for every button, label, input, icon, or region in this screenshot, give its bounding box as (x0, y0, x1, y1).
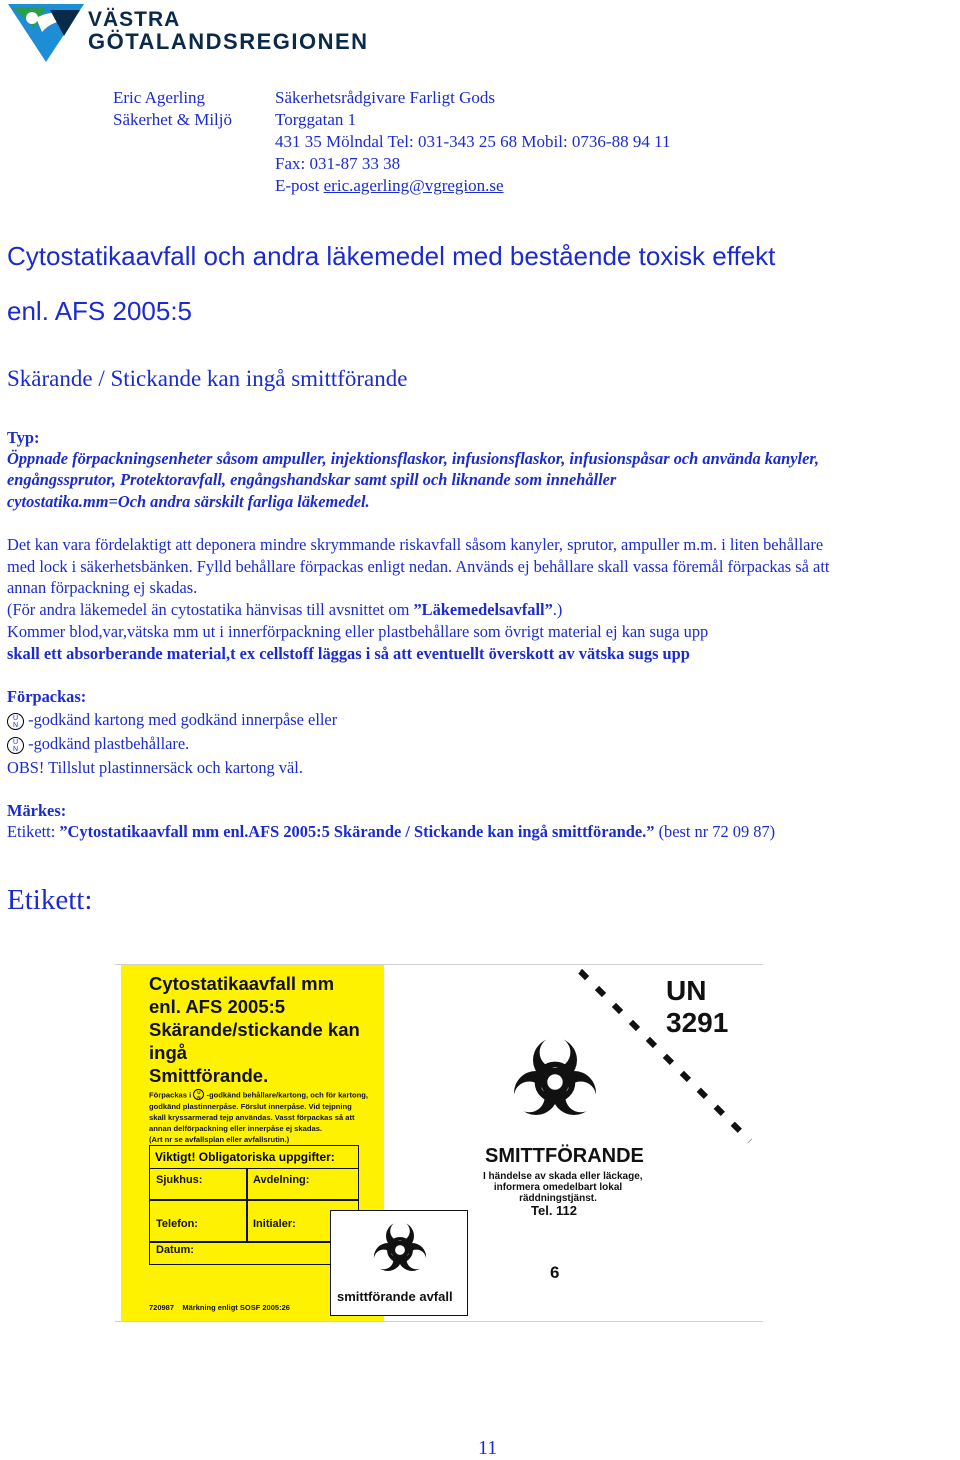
contact-name: Eric Agerling (113, 88, 206, 107)
typ-line2: engångssprutor, Protektoravfall, engångshandskar samt spill och liknande som innehåller (7, 470, 617, 489)
field-telefon: Telefon: (156, 1218, 198, 1230)
biohazard-large-icon (500, 1027, 610, 1137)
typ-line3: cytostatika.mm=Och andra särskilt farliga läkemedel. (7, 492, 370, 511)
label-border-bottom (115, 1321, 763, 1322)
mandatory-info-box (149, 1145, 359, 1265)
contact-city-phone: 431 35 Mölndal Tel: 031-343 25 68 Mobil: 0736-88 94 11 (275, 132, 671, 151)
body-line4 (7, 599, 562, 621)
body-line4-bold: ”Läkemedelsavfall” (413, 600, 553, 619)
un-mark-icon (193, 1089, 204, 1100)
body-line1: Det kan vara fördelaktigt att deponera mindre skrymmande riskavfall såsom kanyler, sprutor, ampuller m.m. i liten behållare (7, 535, 824, 554)
subheading: Skärande / Stickande kan ingå smittförande (7, 366, 408, 391)
body-line3: annan förpackning ej skadas. (7, 578, 198, 597)
yellow-small-line3: skall kryssarmerad tejp användas. Vasst förpackas så att (149, 1112, 355, 1122)
body-line4-pre: (För andra läkemedel än cytostatika hänvisas till avsnittet om (7, 600, 414, 619)
yellow-small-line1-pre: Förpackas i (149, 1090, 194, 1100)
diamond-line2: informera omedelbart lokal (493, 1182, 623, 1193)
email-prefix: E-post (275, 176, 324, 195)
box-divider-vertical (246, 1169, 248, 1241)
logo-line1: VÄSTRA (88, 8, 181, 31)
emergency-tel: Tel. 112 (531, 1203, 578, 1218)
contact-title: Säkerhetsrådgivare Farligt Gods (275, 88, 495, 107)
un-mark-bottom: N (12, 746, 19, 753)
un-mark-bottom: N (197, 1094, 201, 1100)
body-line5: Kommer blod,var,vätska mm ut i innerförpackning eller plastbehållare som övrigt material ej kan suga upp (7, 622, 709, 641)
forpackas-label: Förpackas: (7, 687, 87, 706)
un-mark-bottom: N (12, 722, 19, 729)
yellow-title-line3: Skärande/stickande kan (149, 1019, 360, 1040)
yellow-title-line1: Cytostatikaavfall mm (149, 973, 335, 994)
field-datum: Datum: (156, 1244, 194, 1256)
field-avdelning: Avdelning: (253, 1174, 310, 1186)
biohazard-caption: smittförande avfall (337, 1289, 453, 1304)
yellow-title-line2: enl. AFS 2005:5 (149, 996, 286, 1017)
forpackas-item2-text: -godkänd plastbehållare. (28, 734, 190, 753)
markes-prefix: Etikett: (7, 822, 60, 841)
page-number: 11 (478, 1437, 498, 1459)
yellow-label-title (149, 972, 360, 1087)
field-initialer: Initialer: (253, 1218, 296, 1230)
markes-label: Märkes: (7, 801, 67, 820)
yellow-small-line1-post: -godkänd behållare/kartong, och för kartong, (204, 1090, 369, 1100)
contact-email-line (275, 175, 504, 197)
marking-text: Märkning enligt SOSF 2005:26 (182, 1303, 290, 1312)
un3291-hazard-label (388, 965, 763, 1321)
box-divider-row1 (150, 1199, 358, 1201)
markes-line (7, 821, 775, 843)
markes-suffix: (best nr 72 09 87) (654, 822, 776, 841)
un-mark-top: U (12, 738, 19, 746)
page-title-line2: enl. AFS 2005:5 (7, 296, 193, 326)
yellow-small-line2: godkänd plastinnerpåse. Förslut innerpåse. Vid tejpning (149, 1101, 352, 1111)
box-divider-row2 (150, 1241, 358, 1243)
un-mark-icon (7, 737, 24, 754)
etikett-heading: Etikett: (7, 884, 93, 916)
yellow-title-line4: ingå (149, 1042, 188, 1063)
hazard-class-number: 6 (550, 1263, 560, 1282)
un-mark-top: U (197, 1090, 201, 1095)
typ-line1: Öppnade förpackningsenheter såsom ampuller, injektionsflaskor, infusionsflaskor, infusionspåsar och använda kanyler, (7, 449, 819, 468)
un-number: 3291 (666, 1007, 729, 1038)
contact-fax: Fax: 031-87 33 38 (275, 154, 401, 173)
diamond-line1: I händelse av skada eller läckage, (483, 1171, 643, 1182)
un-mark-top: U (12, 714, 19, 722)
markes-bold: ”Cytostatikaavfall mm enl.AFS 2005:5 Skärande / Stickande kan ingå smittförande.” (59, 822, 655, 841)
diamond-line3: räddningstjänst. (519, 1193, 597, 1204)
forpackas-obs: OBS! Tillslut plastinnersäck och kartong väl. (7, 758, 303, 777)
typ-label: Typ: (7, 428, 40, 447)
contact-dept: Säkerhet & Miljö (113, 110, 232, 129)
vgr-logo (6, 2, 369, 66)
un-label: UN (666, 975, 707, 1006)
yellow-small-line5: (Art nr se avfallsplan eller avfallsrutin.) (149, 1134, 290, 1144)
yellow-small-line1 (149, 1089, 379, 1101)
yellow-label-footer (149, 1303, 290, 1312)
vgr-logo-mark-icon (6, 2, 86, 64)
yellow-label-instructions (149, 1089, 379, 1145)
forpackas-item1 (7, 709, 337, 731)
body-line4-post: .) (552, 600, 563, 619)
yellow-title-line5: Smittförande. (149, 1065, 269, 1086)
field-sjukhus: Sjukhus: (156, 1174, 203, 1186)
email-link[interactable]: eric.agerling@vgregion.se (323, 176, 504, 195)
art-number: 720987 (149, 1303, 175, 1312)
page-title-line1: Cytostatikaavfall och andra läkemedel med bestående toxisk effekt (7, 241, 776, 271)
un-mark-icon (7, 713, 24, 730)
diamond-instructions (483, 1171, 643, 1204)
forpackas-item1-text: -godkänd kartong med godkänd innerpåse eller (28, 710, 338, 729)
yellow-small-line4: annan delförpackning eller innerpåse ej skadas. (149, 1123, 323, 1133)
forpackas-item2 (7, 733, 189, 755)
logo-line2: GÖTALANDSREGIONEN (88, 29, 369, 54)
body-line6: skall ett absorberande material,t ex cellstoff läggas i så att eventuellt överskott av vätska sugs upp (7, 644, 690, 663)
body-line2: med lock i säkerhetsbänken. Fylld behållare förpackas enligt nedan. Används ej behållare skall vassa föremål förpackas så att (7, 557, 830, 576)
smittforande-title: SMITTFÖRANDE (485, 1145, 644, 1167)
contact-street: Torggatan 1 (275, 110, 357, 129)
mandatory-info-header: Viktigt! Obligatoriska uppgifter: (150, 1146, 358, 1169)
